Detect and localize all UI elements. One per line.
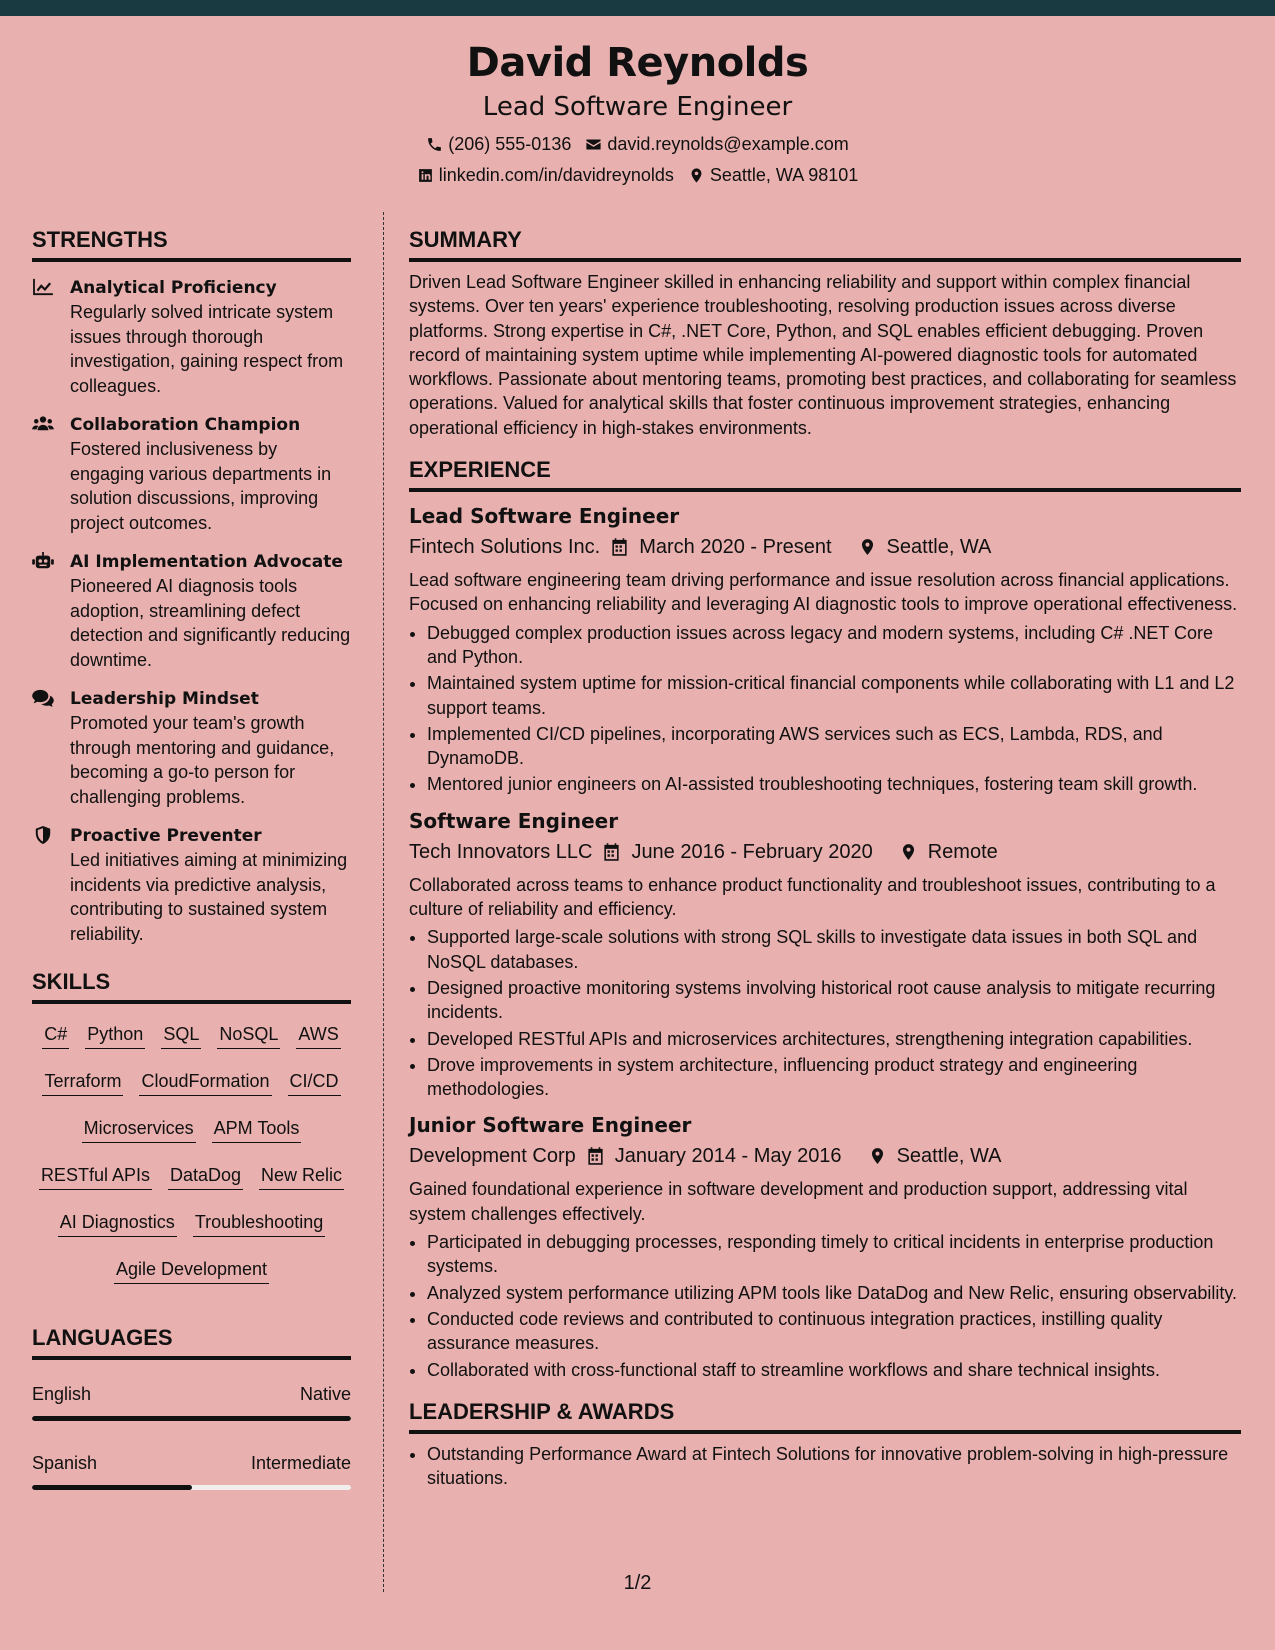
skill-chip: New Relic [259, 1163, 344, 1190]
job-location: Remote [927, 840, 998, 863]
strength-title: Leadership Mindset [70, 689, 259, 709]
skill-chip: DataDog [168, 1163, 243, 1190]
skill-chip: AI Diagnostics [58, 1210, 177, 1237]
job-bullet: • Collaborated with cross-functional staff to streamline workflows and share technical insights. [427, 1358, 1241, 1382]
job-bullet: • Mentored junior engineers on AI-assisted troubleshooting techniques, fostering team skill growth. [427, 772, 1241, 796]
skill-chip: Agile Development [114, 1257, 269, 1284]
skill-chip: CI/CD [288, 1069, 341, 1096]
job-location: Seattle, WA [886, 536, 992, 559]
job-bullet: • Debugged complex production issues across legacy and modern systems, including C# .NET Core and Python. [427, 621, 1241, 670]
calendar-icon [586, 1146, 605, 1166]
skill-chip: SQL [161, 1022, 201, 1049]
job-summary: Lead software engineering team driving performance and issue resolution across financial applications. Focused on enhancing reliability and leveraging AI diagnostic tools to improve operational effectiveness. [409, 570, 1238, 615]
language-bar [32, 1416, 351, 1421]
skills-heading: SKILLS [32, 968, 351, 1004]
candidate-title: Lead Software Engineer [482, 92, 793, 122]
awards-section [409, 1398, 1241, 1491]
candidate-name: David Reynolds [466, 40, 809, 86]
robot-icon [32, 552, 54, 570]
job-entry [409, 807, 1241, 1102]
summary-text: Driven Lead Software Engineer skilled in enhancing reliability and support within complex financial systems. Over ten years' experience troubleshooting, resolving production issues across diverse platforms. Strong expertise in C#, .NET Core, Python, and SQL enables efficient debugging. Proven record of maintaining system uptime while implementing AI-powered diagnostic tools for automated workflows. Passionate about mentoring teams, promoting best practices, and collaborating for seamless operations. Valued for analytical skills that foster continuous improvement strategies, enhancing operational efficiency in high-stakes environments. [409, 272, 1237, 438]
page-number: 1/2 [623, 1572, 652, 1594]
awards-heading: LEADERSHIP & AWARDS [409, 1398, 1241, 1434]
strength-desc: Regularly solved intricate system issues through thorough investigation, gaining respect from colleagues. [70, 302, 344, 396]
strength-title: Proactive Preventer [70, 826, 262, 846]
calendar-icon [602, 842, 621, 862]
strength-item [32, 687, 351, 809]
language-level: Native [299, 1384, 351, 1404]
summary-heading: SUMMARY [409, 226, 1241, 262]
resume-header [0, 38, 1275, 186]
email-text[interactable]: david.reynolds@example.com [607, 134, 849, 154]
strength-title: Analytical Proficiency [70, 278, 277, 298]
job-bullet: • Participated in debugging processes, responding timely to critical incidents in enterprise production systems. [427, 1230, 1241, 1279]
strength-desc: Pioneered AI diagnosis tools adoption, streamlining defect detection and significantly reducing downtime. [70, 576, 351, 670]
job-dates: June 2016 - February 2020 [631, 840, 873, 863]
strength-item [32, 276, 351, 398]
job-title: Junior Software Engineer [409, 1113, 692, 1138]
job-location: Seattle, WA [896, 1145, 1002, 1168]
users-icon [32, 415, 54, 433]
strength-item [32, 550, 351, 672]
skill-chip: C# [42, 1022, 69, 1049]
linkedin-icon [417, 167, 434, 184]
phone-icon [426, 136, 443, 153]
skill-chip: AWS [296, 1022, 340, 1049]
strengths-section [32, 226, 351, 946]
award-item: • Outstanding Performance Award at Fintech Solutions for innovative problem-solving in high-pressure situations. [427, 1442, 1241, 1491]
job-bullets [409, 1230, 1241, 1382]
shield-icon [32, 826, 54, 844]
job-title: Software Engineer [409, 808, 619, 833]
comments-icon [32, 689, 54, 707]
email-contact[interactable] [585, 133, 848, 155]
language-bar [32, 1485, 351, 1490]
job-dates: January 2014 - May 2016 [614, 1145, 842, 1168]
right-column [409, 226, 1241, 1492]
languages-section [32, 1324, 351, 1490]
contact-row-1 [0, 133, 1275, 155]
map-pin-icon [868, 1146, 887, 1166]
strength-desc: Fostered inclusiveness by engaging various departments in solution discussions, improving project outcomes. [70, 439, 332, 533]
phone-contact [426, 133, 571, 155]
job-bullet: • Supported large-scale solutions with strong SQL skills to investigate data issues in both SQL and NoSQL databases. [427, 925, 1241, 974]
left-column [32, 226, 351, 1490]
languages-heading: LANGUAGES [32, 1324, 351, 1360]
skill-chip: Terraform [42, 1069, 123, 1096]
phone-text: (206) 555-0136 [448, 134, 572, 154]
location-text: Seattle, WA 98101 [709, 165, 859, 185]
language-bar-fill [32, 1416, 351, 1421]
language-level: Intermediate [250, 1453, 351, 1473]
job-company: Tech Innovators LLC [409, 840, 593, 863]
language-item [32, 1382, 351, 1421]
skill-chip: Microservices [82, 1116, 196, 1143]
language-bar-fill [32, 1485, 192, 1490]
job-meta [409, 839, 1241, 865]
calendar-icon [610, 537, 629, 557]
job-summary: Gained foundational experience in software development and production support, addressing vital system challenges effectively. [409, 1179, 1188, 1224]
top-accent-bar [0, 0, 1275, 16]
job-company: Fintech Solutions Inc. [409, 536, 601, 559]
job-bullet: • Conducted code reviews and contributed to continuous integration practices, instilling quality assurance measures. [427, 1307, 1241, 1356]
language-item [32, 1451, 351, 1490]
job-bullet: • Developed RESTful APIs and microservices architectures, strengthening integration capabilities. [427, 1027, 1241, 1051]
skills-section [32, 968, 351, 1284]
job-bullets [409, 621, 1241, 797]
location-contact [688, 164, 858, 186]
strength-desc: Led initiatives aiming at minimizing incidents via predictive analysis, contributing to sustained system reliability. [70, 850, 348, 944]
linkedin-contact[interactable] [417, 164, 674, 186]
linkedin-text[interactable]: linkedin.com/in/davidreynolds [438, 165, 674, 185]
skill-chip: CloudFormation [139, 1069, 271, 1096]
job-bullet: • Analyzed system performance utilizing APM tools like DataDog and New Relic, ensuring observability. [427, 1281, 1241, 1305]
skill-chip: Python [85, 1022, 145, 1049]
job-entry [409, 502, 1241, 797]
job-meta [409, 534, 1241, 560]
contact-row-2 [0, 164, 1275, 186]
map-pin-icon [858, 537, 877, 557]
job-meta [409, 1143, 1241, 1169]
job-bullet: • Maintained system uptime for mission-critical financial components while collaborating with L1 and L2 support teams. [427, 671, 1241, 720]
skill-chip: APM Tools [212, 1116, 302, 1143]
awards-list [409, 1442, 1241, 1491]
chart-line-icon [32, 278, 54, 296]
experience-section [409, 456, 1241, 1382]
job-summary: Collaborated across teams to enhance product functionality and troubleshoot issues, contributing to a culture of reliability and efficiency. [409, 874, 1216, 920]
strength-title: AI Implementation Advocate [70, 552, 343, 572]
envelope-icon [585, 136, 602, 153]
language-name: Spanish [32, 1453, 98, 1473]
language-name: English [32, 1384, 92, 1404]
strength-desc: Promoted your team's growth through mentoring and guidance, becoming a go-to person for challenging problems. [70, 713, 335, 807]
skill-chip: RESTful APIs [39, 1163, 152, 1190]
summary-section [409, 226, 1241, 440]
map-pin-icon [688, 167, 705, 184]
job-company: Development Corp [409, 1145, 576, 1168]
job-dates: March 2020 - Present [639, 536, 832, 559]
strength-item [32, 413, 351, 535]
column-divider [383, 212, 384, 1592]
job-bullets [409, 925, 1241, 1101]
job-bullet: • Drove improvements in system architecture, influencing product strategy and engineering methodologies. [427, 1053, 1241, 1102]
map-pin-icon [899, 842, 918, 862]
job-bullet: • Implemented CI/CD pipelines, incorporating AWS services such as ECS, Lambda, RDS, and DynamoDB. [427, 722, 1241, 771]
strengths-heading: STRENGTHS [32, 226, 351, 262]
experience-heading: EXPERIENCE [409, 456, 1241, 492]
skill-chip: Troubleshooting [193, 1210, 325, 1237]
strength-item [32, 824, 351, 946]
job-entry [409, 1111, 1241, 1381]
skills-list [32, 1022, 351, 1284]
skill-chip: NoSQL [217, 1022, 280, 1049]
job-bullet: • Designed proactive monitoring systems involving historical root cause analysis to mitigate recurring incidents. [427, 976, 1241, 1025]
strength-title: Collaboration Champion [70, 415, 301, 435]
job-title: Lead Software Engineer [409, 504, 680, 529]
